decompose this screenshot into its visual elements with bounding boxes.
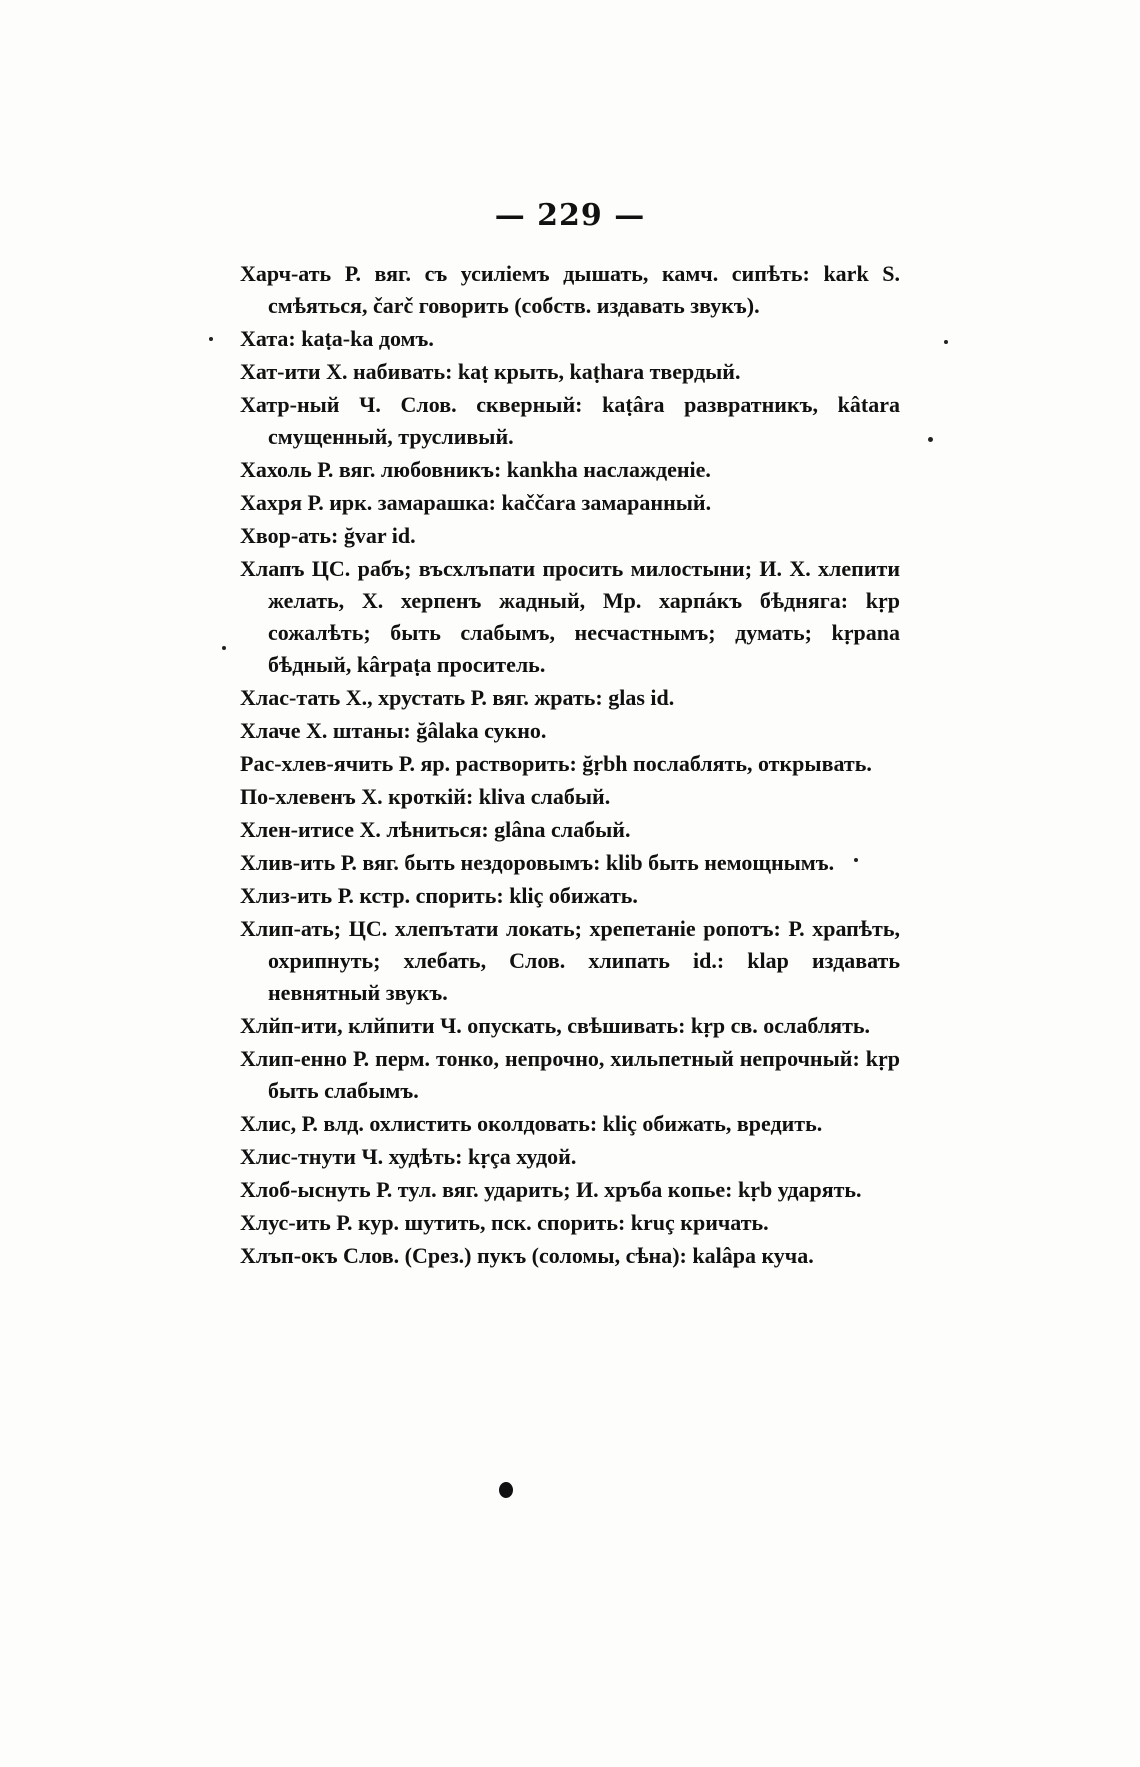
dictionary-entry: Хлас-тать Х., хрустать Р. вяг. жрать: glas id. [240,685,675,710]
dictionary-entry: Хата: kaṭa-ka домъ. [240,326,434,351]
dictionary-entry: Харч-ать Р. вяг. съ усиліемъ дышать, камч. сипѣть: kark S. смѣяться, čarč говорить (собств. издавать звукъ). [240,261,900,318]
print-speck [854,858,858,862]
dictionary-entry: Хлив-ить Р. вяг. быть нездоровымъ: klib быть немощнымъ. [240,850,835,875]
dictionary-entry: Хлоб-ыснуть Р. тул. вяг. ударить; И. хръба копье: kṛb ударять. [240,1177,862,1202]
dictionary-entries [240,258,900,1273]
dictionary-entry: Хлаче Х. штаны: ğâlaka сукно. [240,718,547,743]
dictionary-entry: Хлъп-окъ Слов. (Срез.) пукъ (соломы, сѣна): kalâpa куча. [240,1243,814,1268]
dictionary-entry: Хлис, Р. влд. охлистить околдовать: kliç обижать, вредить. [240,1111,823,1136]
dictionary-entry: Хлен-итисе Х. лѣниться: glâna слабый. [240,817,631,842]
dictionary-entry: Хлис-тнути Ч. худѣть: kṛça худой. [240,1144,577,1169]
dictionary-entry: Хвор-ать: ğvar id. [240,523,416,548]
print-speck [222,646,226,650]
print-speck [944,340,948,344]
page-number: — 229 — [494,198,646,233]
print-speck [928,437,933,442]
dictionary-entry: Хлип-ать; ЦС. хлепътати локать; хрепетаніе ропотъ: Р. храпѣть, охрипнуть; хлебать, Слов. хлипать id.: klap издавать невнятный звукъ. [240,916,900,1005]
dictionary-entry: Хахря Р. ирк. замарашка: kaččara замаранный. [240,490,712,515]
ornament-bullet [499,1482,513,1498]
dictionary-entry: Хлйп-ити, клйпити Ч. опускать, свѣшивать: kṛp св. ослаблять. [240,1013,871,1038]
dictionary-entry: Хат-ити Х. набивать: kaṭ крыть, kaṭhara твердый. [240,359,741,384]
dictionary-entry: Хлус-ить Р. кур. шутить, пск. спорить: kruç кричать. [240,1210,769,1235]
dictionary-entry: Рас-хлев-ячить Р. яр. растворить: ğṛbh послаблять, открывать. [240,751,872,776]
dictionary-entry: Хатр-ный Ч. Слов. скверный: kaṭâra развратникъ, kâtara смущенный, трусливый. [240,392,900,449]
dictionary-entry: Хлип-енно Р. перм. тонко, непрочно, хильпетный непрочный: kṛp быть слабымъ. [240,1046,900,1103]
dictionary-entry: Хлапъ ЦС. рабъ; въсхлъпати просить милостыни; И. Х. хлепити желать, Х. херпенъ жадный, Мр. харпáкъ бѣдняга: kṛp сожалѣть; быть слабымъ, несчастнымъ; думать; kṛpana бѣдный, kârpaṭa проситель. [240,556,900,677]
dictionary-entry: По-хлевенъ Х. кроткій: kliva слабый. [240,784,611,809]
print-speck [209,337,213,341]
dictionary-entry: Хахоль Р. вяг. любовникъ: kankha наслажденіе. [240,457,711,482]
dictionary-entry: Хлиз-ить Р. кстр. спорить: kliç обижать. [240,883,638,908]
